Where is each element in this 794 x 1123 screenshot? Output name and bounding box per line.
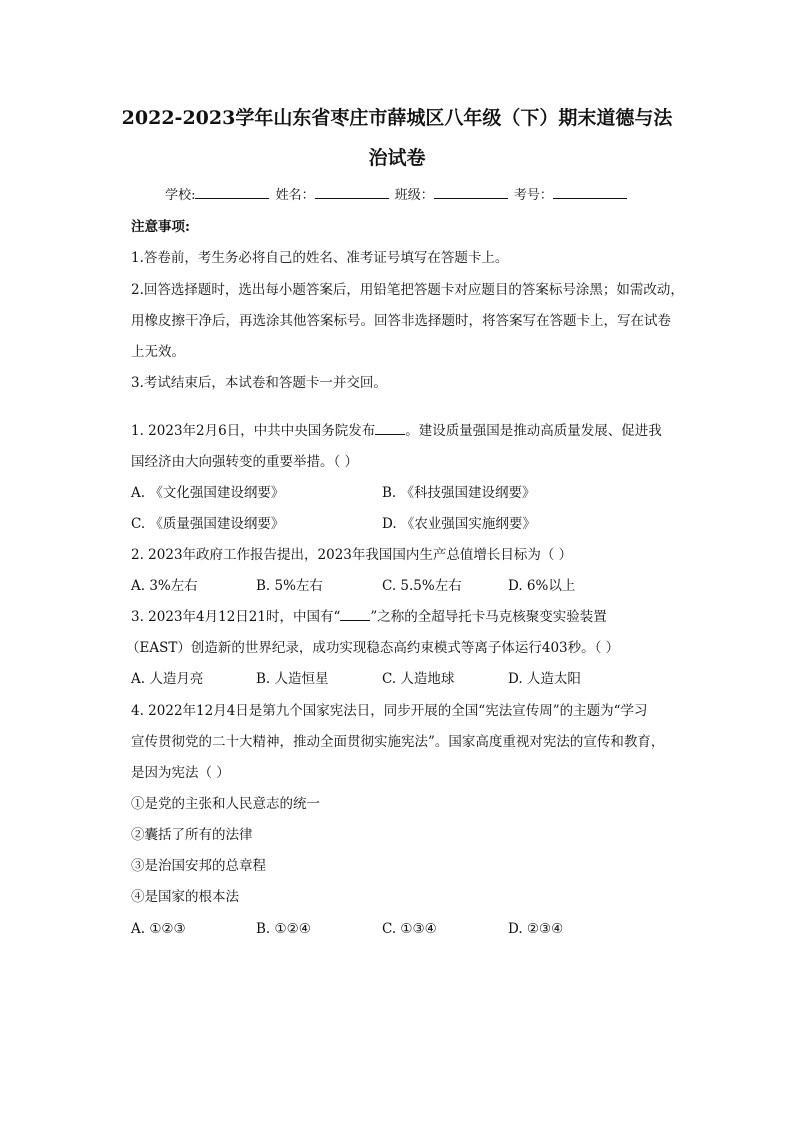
q2-stem-line1: 2. 2023年政府工作报告提出，2023年我国国内生产总值增长目标为（ ） (131, 547, 573, 563)
q2-option-d[interactable]: D. 6%以上 (508, 578, 576, 594)
q4-stem-line2: 宣传贯彻党的二十大精神，推动全面贯彻实施宪法”。国家高度重视对宪法的宣传和教育， (131, 734, 665, 750)
q2-option-a[interactable]: A. 3%左右 (131, 578, 198, 594)
q4-option-c[interactable]: C. ①③④ (382, 921, 437, 937)
q1-option-a[interactable]: A. 《文化强国建设纲要》 (131, 485, 285, 501)
q2-option-c[interactable]: C. 5.5%左右 (382, 578, 462, 594)
class-blank[interactable] (434, 184, 508, 199)
notice-item-1: 1.答卷前，考生务必将自己的姓名、准考证号填写在答题卡上。 (131, 250, 509, 266)
name-label: 姓名： (275, 188, 315, 203)
q1-option-b[interactable]: B. 《科技强国建设纲要》 (382, 485, 536, 501)
q1-stem-line2: 国经济由大向强转变的重要举措。（ ） (131, 454, 359, 470)
q4-statement-1: ①是党的主张和人民意志的统一 (131, 796, 320, 812)
notice-item-2-line3: 上无效。 (131, 344, 185, 360)
q4-option-a[interactable]: A. ①②③ (131, 921, 186, 937)
q3-stem-post: ”之称的全超导托卡马克核聚变实验装置 (370, 609, 607, 625)
exam-no-blank[interactable] (553, 184, 627, 199)
name-blank[interactable] (315, 184, 389, 199)
q1-stem-line1 (131, 421, 662, 441)
q3-option-b[interactable]: B. 人造恒星 (256, 671, 329, 687)
notice-heading: 注意事项: (131, 219, 190, 235)
notice-item-3: 3.考试结束后，本试卷和答题卡一并交回。 (131, 375, 387, 391)
q4-stem-line1: 4. 2022年12月4日是第九个国家宪法日，同步开展的全国“宪法宣传周”的主题为“学习 (131, 703, 648, 719)
exam-title-line2: 治试卷 (368, 147, 426, 169)
class-label: 班级： (394, 188, 434, 203)
q3-option-c[interactable]: C. 人造地球 (382, 671, 455, 687)
q4-option-d[interactable]: D. ②③④ (508, 921, 564, 937)
notice-item-2-line2: 用橡皮擦干净后，再选涂其他答案标号。回答非选择题时，将答案写在答题卡上，写在试卷 (131, 313, 671, 329)
q4-option-b[interactable]: B. ①②④ (256, 921, 311, 937)
q4-statement-4: ④是国家的根本法 (131, 889, 239, 905)
school-blank[interactable] (195, 184, 269, 199)
q3-stem-line1 (131, 607, 607, 627)
q4-statement-3: ③是治国安邦的总章程 (131, 858, 266, 874)
q3-option-d[interactable]: D. 人造太阳 (508, 671, 581, 687)
q3-stem-pre: 3. 2023年4月12日21时，中国有“ (131, 609, 341, 625)
q1-blank (375, 422, 405, 435)
exam-title-line1: 2022-2023学年山东省枣庄市薛城区八年级（下）期末道德与法 (121, 107, 673, 129)
q1-option-d[interactable]: D. 《农业强国实施纲要》 (382, 516, 536, 532)
q1-stem-pre: 1. 2023年2月6日，中共中央国务院发布 (131, 423, 376, 439)
q4-stem-line3: 是因为宪法（ ） (131, 765, 230, 781)
exam-no-label: 考号： (513, 188, 553, 203)
q3-stem-line2: （EAST）创造新的世界纪录，成功实现稳态高约束模式等离子体运行403秒。（ ） (126, 640, 620, 656)
notice-item-2-line1: 2.回答选择题时，选出每小题答案后，用铅笔把答题卡对应题目的答案标号涂黑；如需改动， (131, 282, 684, 298)
q4-statement-2: ②囊括了所有的法律 (131, 827, 253, 843)
q1-stem-post: 。建设质量强国是推动高质量发展、促进我 (405, 423, 662, 439)
school-label: 学校: (165, 188, 196, 203)
q3-option-a[interactable]: A. 人造月亮 (131, 671, 204, 687)
student-info-row (0, 184, 794, 207)
q3-blank (340, 608, 370, 621)
q1-option-c[interactable]: C. 《质量强国建设纲要》 (131, 516, 285, 532)
q2-option-b[interactable]: B. 5%左右 (256, 578, 323, 594)
